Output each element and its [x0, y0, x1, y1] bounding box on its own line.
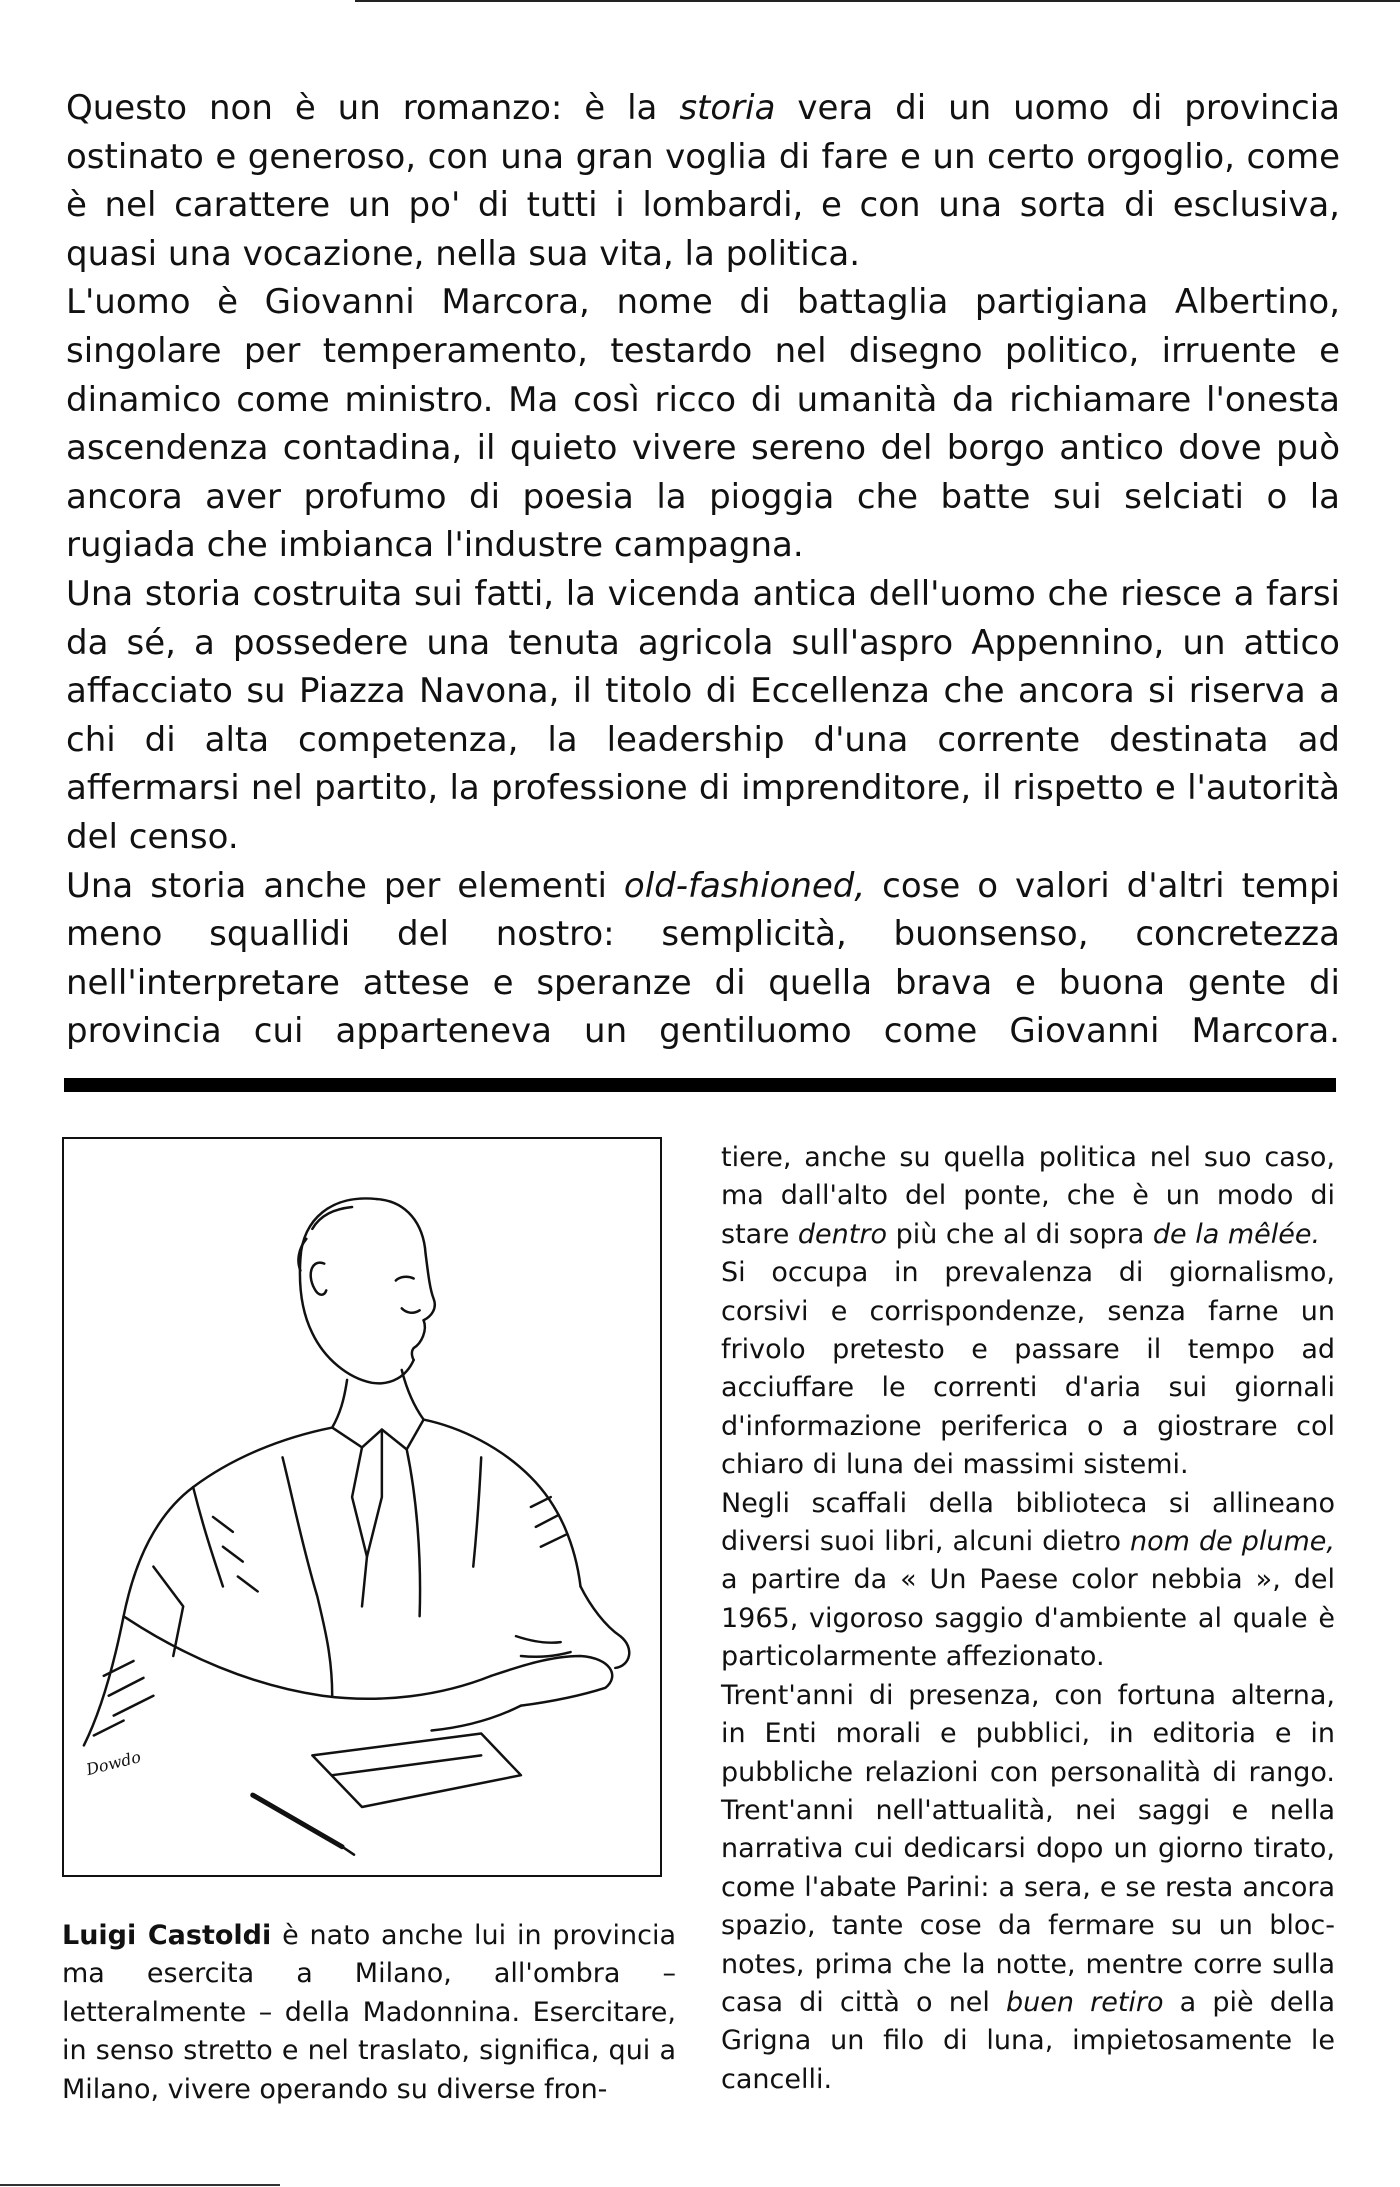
bio-left-paragraph: [62, 1917, 676, 2109]
bio-r4-emphasis: buen retiro: [1006, 1986, 1164, 2018]
bio-r1-text-b: più che al di sopra: [886, 1218, 1153, 1250]
portrait-drawing: [64, 1139, 660, 1875]
intro-paragraph-4: [66, 862, 1340, 1056]
author-portrait: [62, 1137, 662, 1877]
bio-right-paragraph-2: Si occupa in prevalenza di giornalismo, corsivi e corrispondenze, senza farne un frivolo pretesto e passare il tempo ad acciuffare le correnti d'aria sui giornali d'informazione periferica o a giostrare col chiaro di luna dei massimi sistemi.: [721, 1257, 1335, 1481]
bio-left-text: è nato anche lui in provincia ma esercita a Milano, all'ombra – letteralmente – della Madonnina. Esercitare, in senso stretto e nel traslato, significa, qui a Milano, vivere operando su diverse fron-: [62, 1920, 677, 2105]
bio-r4-text-b: a piè della Grigna un filo di luna, impietosamente le cancelli.: [721, 1986, 1335, 2095]
bio-r1-emphasis-2: de la mêlée.: [1152, 1218, 1321, 1250]
bio-r3-emphasis: nom de plume,: [1130, 1526, 1335, 1558]
intro-paragraph-3: Una storia costruita sui fatti, la vicenda antica dell'uomo che riesce a farsi da sé, a possedere una tenuta agricola sull'aspro Appennino, un attico affacciato su Piazza Navona, il titolo di Eccellenza che ancora si riserva a chi di alta competenza, la leadership d'una corrente destinata ad affermarsi nel partito, la professione di imprenditore, il rispetto e l'autorità del censo.: [66, 573, 1340, 857]
intro-p4-text-a: Una storia anche per elementi: [66, 865, 624, 906]
portrait-signature: Dowdo: [84, 1747, 143, 1780]
section-divider-bar: [64, 1078, 1336, 1092]
bio-right-paragraph-4: [721, 1677, 1335, 2099]
intro-paragraph-1: [66, 84, 1340, 278]
bio-r3-text-a: Negli scaffali della biblioteca si allineano diversi suoi libri, alcuni dietro: [721, 1487, 1335, 1558]
bio-r1-text-a: tiere, anche su quella politica nel suo caso, ma dall'alto del ponte, che è un modo di stare: [721, 1142, 1335, 1250]
bio-r1-emphasis-1: dentro: [797, 1218, 887, 1250]
bio-r4-text-a: Trent'anni di presenza, con fortuna alterna, in Enti morali e pubblici, in editoria e in pubbliche relazioni con personalità di rango. Trent'anni nell'attualità, nei saggi e nella narrativa cui dedicarsi dopo un giorno tirato, come l'abate Parini: a sera, e se resta ancora spazio, tante cose da fermare su un bloc-notes, prima che la notte, mentre corre sulla casa di città o nel: [721, 1679, 1335, 2018]
intro-p4-emphasis: old-fashioned,: [623, 865, 866, 906]
bottom-rule: [0, 2184, 280, 2186]
bio-right-paragraph-1: [721, 1139, 1335, 1254]
bio-right-paragraph-3: [721, 1485, 1335, 1677]
bio-left-column: [62, 1917, 676, 2109]
intro-p1-text-a: Questo non è un romanzo: è la: [66, 88, 680, 128]
intro-p4-text-b: cose o valori d'altri tempi meno squallidi del nostro: semplicità, buonsenso, concretezza nell'interpretare attese e speranze di quella brava e buona gente di provincia cui apparteneva un gentiluomo come Giovanni Marcora.: [66, 865, 1340, 1052]
intro-paragraph-2: L'uomo è Giovanni Marcora, nome di battaglia partigiana Albertino, singolare per temperamento, testardo nel disegno politico, irruente e dinamico come ministro. Ma così ricco di umanità da richiamare l'onesta ascendenza contadina, il quieto vivere sereno del borgo antico dove può ancora aver profumo di poesia la pioggia che batte sui selciati o la rugiada che imbianca l'industre campagna.: [66, 282, 1340, 566]
top-rule: [355, 0, 1400, 2]
author-name: Luigi Castoldi: [62, 1920, 272, 1951]
intro-p1-emphasis: storia: [679, 88, 776, 128]
bio-right-column: [721, 1139, 1335, 2099]
intro-text: [66, 84, 1340, 1056]
intro-p1-text-b: vera di un uomo di provincia ostinato e generoso, con una gran voglia di fare e un certo orgoglio, come è nel carattere un po' di tutti i lombardi, e con una sorta di esclusiva, quasi una vocazione, nella sua vita, la politica.: [66, 88, 1340, 274]
bio-r3-text-b: a partire da « Un Paese color nebbia », del 1965, vigoroso saggio d'ambiente al quale è particolarmente affezionato.: [721, 1564, 1335, 1673]
